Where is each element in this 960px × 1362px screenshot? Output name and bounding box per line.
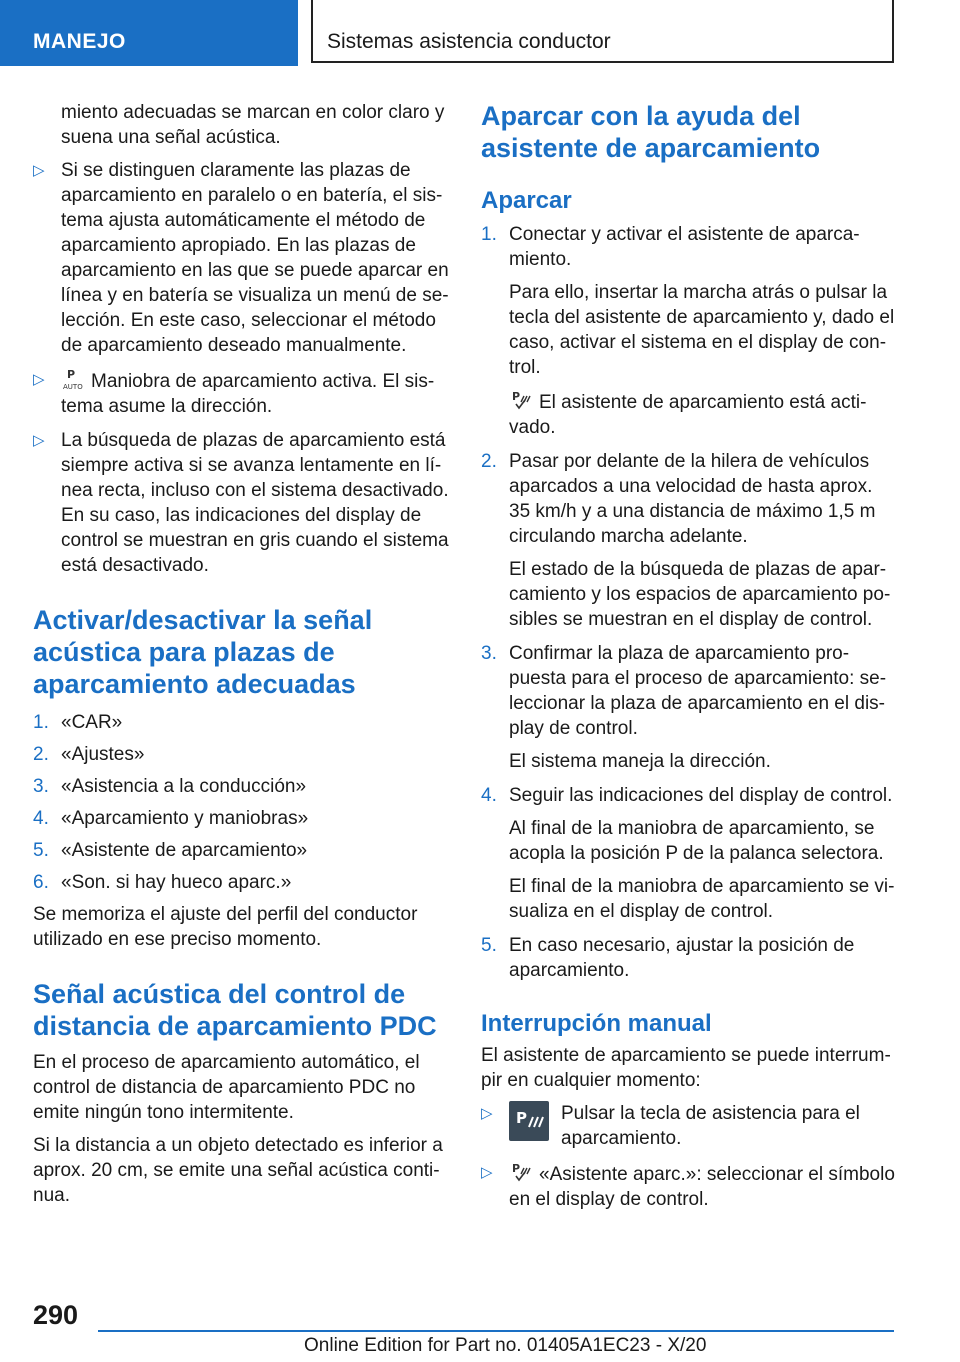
step-text: «Ajustes»: [61, 744, 145, 765]
bullet-text: Pulsar la tecla de asistencia para el aparcamiento.: [561, 1103, 860, 1149]
step-detail: Al final de la maniobra de aparcamiento, se acopla la posición P de la palanca selectora.: [509, 818, 884, 864]
step-item: [33, 806, 453, 831]
step-text: «Son. si hay hueco aparc.»: [61, 872, 292, 893]
svg-text:P: P: [516, 1109, 527, 1127]
bullet-text: Si se distinguen claramente las plazas de aparcamiento en paralelo o en batería, el sistema ajusta automáticamente el método de aparcamiento apropiado. En las plazas de aparcamiento en las que se puede aparcar en línea y en batería se visualiza un menú de selección. En este caso, seleccionar el método de aparcamiento deseado manualmente.: [61, 160, 449, 356]
step-item: [33, 870, 453, 895]
step-item: [33, 838, 453, 863]
chapter-box: [311, 0, 894, 63]
parking-auto-icon: [61, 367, 85, 391]
footer-divider: [98, 1330, 894, 1332]
svg-text:P: P: [67, 368, 76, 381]
step-text: Seguir las indicaciones del display de control.: [509, 785, 893, 806]
step-number: 1.: [481, 224, 497, 245]
step-number: 4.: [481, 785, 497, 806]
memo-text: Se memoriza el ajuste del perfil del conductor utilizado en ese preciso momento.: [33, 904, 418, 950]
intro-text: miento adecuadas se marcan en color claro y suena una señal acústica.: [61, 102, 445, 148]
step-text: Confirmar la plaza de aparcamiento propuesta para el proceso de aparcamiento: seleccionar la plaza de aparcamiento en el display de control.: [509, 643, 887, 739]
heading-interruption: Interrupción manual: [481, 1010, 712, 1037]
step-number: 3.: [481, 643, 497, 664]
step-text: «CAR»: [61, 712, 123, 733]
page-number: 290: [33, 1300, 79, 1330]
footer-edition: Online Edition for Part no. 01405A1EC23 - X/20: [304, 1335, 707, 1356]
step-item: [481, 783, 896, 924]
step-item: [33, 774, 453, 799]
svg-text:AUTO: AUTO: [63, 383, 83, 391]
step-number: 5.: [481, 935, 497, 956]
step-detail: Para ello, insertar la marcha atrás o pulsar la tecla del asistente de aparcamiento y, dado el caso, activar el sistema en el display de control.: [509, 282, 895, 378]
list-item: [481, 1101, 896, 1151]
step-number: 4.: [33, 808, 49, 829]
bullet-text: «Asistente aparc.»: seleccionar el símbolo en el display de control.: [509, 1164, 895, 1210]
step-detail: El estado de la búsqueda de plazas de aparcamiento y los espacios de aparcamiento posibles se muestran en el display de control.: [509, 559, 891, 630]
parking-assistant-icon: [509, 1160, 533, 1184]
pdc-paragraph-2: Si la distancia a un objeto detectado es inferior a aprox. 20 cm, se emite una señal acústica continua.: [33, 1135, 443, 1206]
step-detail: El final de la maniobra de aparcamiento se visualiza en el display de control.: [509, 876, 895, 922]
step-text: Pasar por delante de la hilera de vehículos aparcados a una velocidad de hasta aprox. 35 km/h y a una distancia de máximo 1,5 m circulando marcha adelante.: [509, 451, 876, 547]
step-detail: El sistema maneja la dirección.: [509, 751, 771, 772]
section-title: MANEJO: [33, 30, 126, 53]
left-column: [33, 100, 453, 1208]
list-item: [33, 158, 453, 358]
step-item: [481, 933, 896, 983]
list-item: [481, 1160, 896, 1212]
triangle-bullet-icon: ▷: [481, 1105, 493, 1122]
heading-toggle-sound: Activar/desactivar la señal acústica para plazas de aparcamiento adecuadas: [33, 605, 373, 699]
parking-assistant-icon: [509, 388, 533, 412]
heading-aparcar: Aparcar: [481, 187, 572, 214]
step-number: 5.: [33, 840, 49, 861]
step-number: 6.: [33, 872, 49, 893]
bullet-text: Maniobra de aparcamiento activa. El sistema asume la dirección.: [61, 371, 435, 417]
list-item: [33, 428, 453, 578]
step-text: «Asistente de aparcamiento»: [61, 840, 308, 861]
list-item: [33, 367, 453, 419]
parking-assist-button-icon: [509, 1101, 549, 1141]
section-tab: [0, 0, 298, 66]
pdc-paragraph-1: En el proceso de aparcamiento automático, el control de distancia de aparcamiento PDC no emite ningún tono intermitente.: [33, 1052, 420, 1123]
triangle-bullet-icon: ▷: [481, 1164, 493, 1181]
right-column: [481, 100, 896, 1221]
triangle-bullet-icon: ▷: [33, 432, 45, 449]
step-item: [481, 641, 896, 774]
step-number: 3.: [33, 776, 49, 797]
step-item: [33, 742, 453, 767]
chapter-title: Sistemas asistencia conductor: [327, 30, 611, 53]
step-number: 2.: [481, 451, 497, 472]
step-item: [481, 222, 896, 440]
triangle-bullet-icon: ▷: [33, 371, 45, 388]
step-text: «Aparcamiento y maniobras»: [61, 808, 309, 829]
step-text: Conectar y activar el asistente de aparcamiento.: [509, 224, 860, 270]
heading-park-assistant: Aparcar con la ayuda del asistente de aparcamiento: [481, 101, 821, 163]
interruption-text: El asistente de aparcamiento se puede interrumpir en cualquier momento:: [481, 1045, 891, 1091]
heading-pdc: Señal acústica del control de distancia de aparcamiento PDC: [33, 979, 437, 1041]
bullet-text: La búsqueda de plazas de aparcamiento está siempre activa si se avanza lentamente en línea recta, incluso con el sistema desactivado. En su caso, las indicaciones del display de control se muestran en gris cuando el sistema está desactivado.: [61, 430, 449, 576]
step-text: «Asistencia a la conducción»: [61, 776, 307, 797]
step-item: [481, 449, 896, 632]
step-detail: El asistente de aparcamiento está activado.: [509, 392, 867, 438]
step-number: 1.: [33, 712, 49, 733]
step-item: [33, 710, 453, 735]
step-text: En caso necesario, ajustar la posición de aparcamiento.: [509, 935, 855, 981]
step-number: 2.: [33, 744, 49, 765]
svg-text:P: P: [512, 1162, 521, 1175]
svg-text:P: P: [512, 390, 521, 403]
triangle-bullet-icon: ▷: [33, 162, 45, 179]
